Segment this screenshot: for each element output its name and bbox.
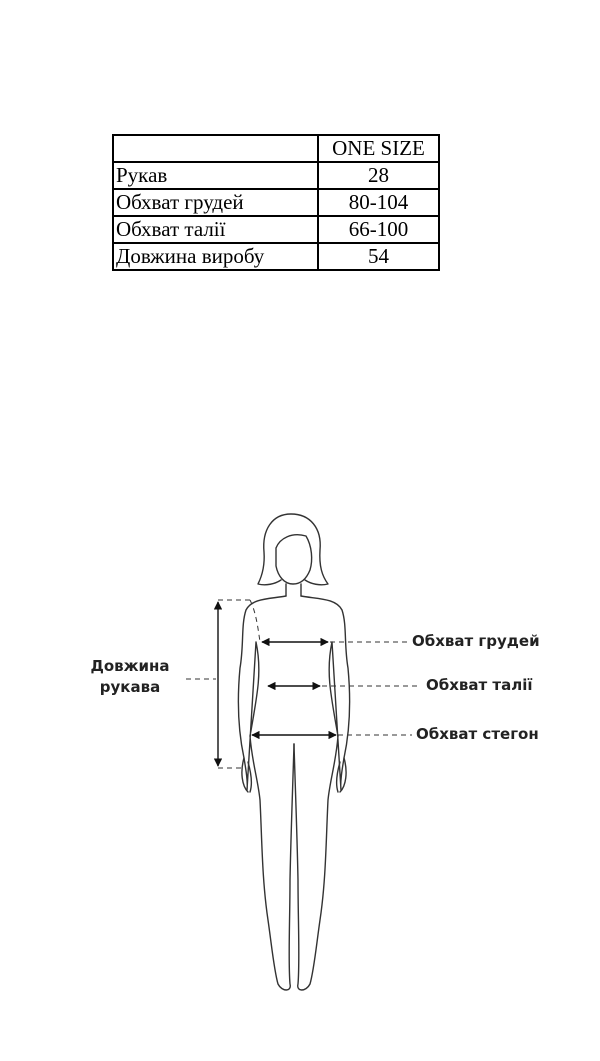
hips-label: Обхват стегон xyxy=(416,725,539,743)
row-label: Рукав xyxy=(113,162,318,189)
row-label: Обхват грудей xyxy=(113,189,318,216)
row-value: 54 xyxy=(318,243,439,270)
shoulder-seam-guide xyxy=(250,600,260,642)
body-silhouette xyxy=(0,500,600,1000)
table-row xyxy=(113,162,439,189)
row-label: Довжина виробу xyxy=(113,243,318,270)
table-header-row xyxy=(113,135,439,162)
size-table xyxy=(112,134,440,271)
face-outline xyxy=(276,535,312,584)
table-header-cell xyxy=(113,135,318,162)
left-body-outline xyxy=(238,596,294,990)
row-value: 66-100 xyxy=(318,216,439,243)
chest-label: Обхват грудей xyxy=(412,632,540,650)
neck-outline xyxy=(286,584,301,596)
table-row xyxy=(113,243,439,270)
table-row xyxy=(113,216,439,243)
table-row xyxy=(113,189,439,216)
row-value: 28 xyxy=(318,162,439,189)
hair-outline xyxy=(258,514,328,585)
waist-label: Обхват талії xyxy=(426,676,533,694)
measurement-diagram xyxy=(0,500,600,1000)
row-label: Обхват талії xyxy=(113,216,318,243)
row-value: 80-104 xyxy=(318,189,439,216)
sleeve-length-label: Довжина рукава xyxy=(90,657,170,696)
table-header-cell: ONE SIZE xyxy=(318,135,439,162)
right-body-outline xyxy=(294,596,350,990)
